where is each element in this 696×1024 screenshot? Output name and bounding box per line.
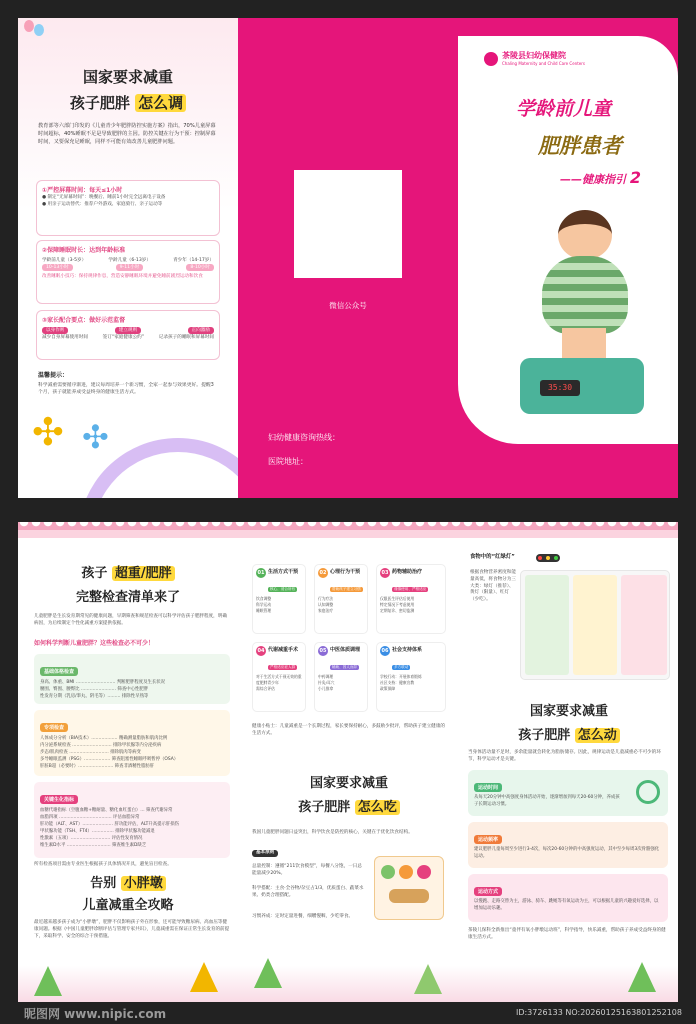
- card-title: ①严控屏幕时间：每天≤1小时: [42, 187, 123, 194]
- red-light-column: [621, 575, 667, 675]
- front-panel-screen-sleep: [18, 18, 238, 498]
- tip-heading: 温馨提示：: [38, 372, 69, 379]
- hotline-label: 妇幼健康咨询热线：: [268, 433, 340, 442]
- qr-caption: 微信公众号: [329, 301, 367, 310]
- intro-text: 教育部等六部门印发的《儿童青少年肥胖防控实施方案》指出，70%儿童屏幕时间超标，40%睡眠不足是导致肥胖的主因。防控关键在行为干预：控制屏幕时间，又要保充足睡眠，同样不可能有效改善儿童肥胖问题。: [38, 123, 216, 145]
- hospital-name-en: Chaling Maternity and Child Care Centers: [502, 61, 585, 66]
- cover-headline-2: 肥胖患者: [538, 134, 622, 158]
- method-card: 03 药物辅助治疗 谨慎使用、严格适应 仅限医生评估后使用 特定情况下考虑使用 定期复诊、密切监测: [376, 564, 446, 634]
- sleep-age-row: 学龄前儿童（3-5岁） 学龄儿童（6-13岁） 青少年（14-17岁）: [42, 258, 214, 263]
- method-card: 02 心理行为干预 帮助孩子建立习惯 行为疗法 认知调整 家庭治疗: [314, 564, 368, 634]
- traffic-light-intro: 根据食物营养密度和能量高低，将食物分为三大类：绿灯（推荐）、黄灯（限量）、红灯（少吃）。: [470, 570, 516, 603]
- principle-heading: 基本原则: [252, 850, 278, 857]
- exercise-frequency-card: 运动频率 建议肥胖儿童每周至少进行3-4次，每次20-60分钟的中高强度运动，其中至少每周3次骨骼强化运动。: [468, 822, 668, 868]
- lab-indicators-block: 关键生化指标 血糖代谢指标（空腹血糖+糖耐量、糖化血红蛋白）… 筛查代谢异常 血脂四项 ……………………………… 评估血脂异常 肝功能（ALT、AST）………………… 肝功能评估，ALT升高提示肝损伤 甲状腺功能（TSH、FT4）…………… 排除甲状腺功能减退 性激素（五项）……………………… 评估性发育情况 维生素D水平 ………………………… 筛查维生素D缺乏: [34, 782, 230, 858]
- tagline-2: 儿童减重全攻略: [82, 898, 174, 913]
- tagline-1: 告别 小胖墩: [18, 872, 238, 891]
- sleep-duration-card: [36, 240, 220, 304]
- checklist-title-2: 完整检查清单来了: [75, 590, 180, 605]
- meal-plate-illustration: [374, 856, 444, 920]
- exercise-type-card: 运动方式 以慢跑、走路交替为主，游泳、骑车、跳绳等有氧运动为主，可以根据儿童的兴趣爱好选择，以增加运动乐趣。: [468, 874, 668, 922]
- child-illustration-head: [558, 210, 612, 260]
- method-card: 05 中医体质调理 辅助、因人而异 中药调理 针灸/耳穴 小儿推拿: [314, 642, 368, 712]
- method-card: 04 代谢减重手术 严格适应症人群 对于生活方式干预无效的重度肥胖青少年 需综合评估: [252, 642, 306, 712]
- pinwheel-icon: ✣: [82, 418, 109, 456]
- inside-panel-methods: [240, 544, 458, 964]
- child-illustration-body: [542, 256, 628, 334]
- ground-decoration: [18, 966, 678, 1002]
- principle-1: 总量控制：遵循“211饮食模型”，每餐八分饱，一日总能量减少20%。: [252, 864, 362, 876]
- parent-tags: 以身作则 建立规则 正向激励: [42, 327, 214, 334]
- checklist-question: 如何科学判断儿童肥胖？这些检查必不可少！: [34, 640, 155, 647]
- tree-icon: [414, 964, 442, 994]
- pinwheel-icon: ✣: [32, 410, 64, 454]
- tagline-intro: 最近越来越多孩子成为“小胖墩”，肥胖不仅影响孩子外在形象，还可能导致糖尿病、高血压等健康问题。根据《中国儿童肥胖诊断评估与管理专家共识》，儿童减重需在保证正常生长发育的前提下，采取科学、安全的综合干预措施。: [34, 920, 230, 939]
- child-illustration-legs: [562, 328, 606, 360]
- front-sheet: [18, 18, 678, 498]
- checklist-title-1: 孩子 超重/肥胖: [18, 562, 238, 581]
- tree-icon: [190, 962, 218, 992]
- method-card: 06 社会支持体系 多方联动 学校行动：开展体育锻炼 社区支持：健康宣教 政策保障: [376, 642, 446, 712]
- method-card: 01 生活方式干预 核心、适合所有 饮食调整 科学运动 睡眠管理: [252, 564, 306, 634]
- panel-title-2: 孩子肥胖 怎么调: [18, 92, 238, 113]
- parent-role-card: [36, 310, 220, 360]
- tree-icon: [254, 958, 282, 988]
- checklist-intro: 儿童肥胖是生长发育期常见的健康问题，早期筛查和规范检查可以科学评估孩子肥胖程度，明确病因，为后续制定个性化减重方案提供依据。: [34, 614, 227, 626]
- guide-number: 2: [629, 168, 641, 187]
- inside-panel-checklist: [18, 544, 238, 964]
- inside-sheet: [18, 522, 678, 1002]
- exercise-outro: 茶陵儿保科全新推出“童伴有氧小胖墩运动班”，科学指导，快乐减重，帮助孩子养成受益终身的健康生活方式。: [468, 928, 666, 940]
- scale-display: 35:30: [540, 380, 580, 396]
- address-label: 医院地址：: [268, 457, 308, 466]
- watermark-id: ID:3726133 NO:20260125163801252108: [515, 1008, 682, 1017]
- diet-title-1: 国家要求减重: [309, 776, 388, 791]
- principle-2: 科学搭配：主食·全谷物/杂豆占1/3，优质蛋白、蔬菜水果、奶类合理搭配。: [252, 886, 364, 898]
- inside-panel-exercise: [460, 544, 678, 964]
- traffic-light-icon: [536, 554, 560, 562]
- principle-3: 习惯养成：定时定量进餐，细嚼慢咽，少吃零食。: [252, 914, 354, 919]
- panel-title-1: 国家要求减重: [82, 68, 173, 86]
- food-traffic-table: [520, 570, 670, 680]
- parent-actions: 减少自身屏幕使用时间 签订“家庭健康公约” 记录孩子的睡眠和屏幕时间: [42, 335, 214, 340]
- hospital-logo-icon: [484, 52, 498, 66]
- tip-text: 科学减重需要循序渐进，建议每周培养一个新习惯，全家一起参与效果更好。提醒3个月，孩子就能养成受益终身的健康生活方式。: [38, 383, 214, 395]
- weighing-scale: [520, 358, 644, 414]
- health-reminder: 健康小贴士：儿童减重是一个长期过程，家长要保持耐心，多鼓励少批评，帮助孩子建立健康的生活方式。: [252, 724, 445, 736]
- sleep-tip: 改善睡眠小技巧：保持规律作息，营造安静睡眠环境并避免睡前剧烈运动和饮食: [42, 274, 203, 279]
- exercise-title-2: 孩子肥胖 怎么动: [460, 724, 678, 743]
- front-panel-contact: [238, 18, 458, 498]
- pink-strip: [18, 530, 678, 538]
- balloons-icon: [22, 20, 48, 50]
- traffic-light-title: 食物中的“红绿灯”: [470, 554, 515, 560]
- stopwatch-icon: [636, 780, 660, 804]
- title-highlight: 怎么调: [135, 94, 186, 112]
- green-light-column: [525, 575, 569, 675]
- scalloped-trim: [18, 522, 678, 530]
- front-panel-cover: [458, 18, 678, 498]
- exercise-title-1: 国家要求减重: [529, 704, 608, 719]
- special-exam-block: 专项检查 人体成分分析（BIA技术）……………… 精确测量脂肪和肌肉比例 内分泌系统检查 ……………………… 排除甲状腺等内分泌疾病 步态/肌肉检查 ……………………… 排除肌肉等病变 多导睡眠监测（PSG）……………… 筛查阻塞性睡眠呼吸暂停（OSA） 肝脏B超（必要时）…………………… 筛查非酒精性脂肪肝: [34, 710, 230, 776]
- watermark-bar: [0, 1002, 696, 1024]
- exercise-time-card: 运动时间 从每天20分钟中高强度身体活动开始，逐渐增加到每天20-60分钟，养成孩子长期运动习惯。: [468, 770, 668, 816]
- cover-headline-1: 学龄前儿童: [516, 98, 612, 120]
- qr-code-placeholder[interactable]: [294, 170, 402, 278]
- hospital-name: 茶陵县妇幼保健院: [502, 51, 566, 60]
- screen-time-card: ①严控屏幕时间：每天≤1小时 ● 制定“无屏幕时间”：晚餐后、睡前1小时完全远离电子设备 ● 用亲子运动替代：推荐户外游戏、家庭骑行、亲子运动等: [36, 180, 220, 236]
- yellow-light-column: [573, 575, 617, 675]
- exam-note: 所有检查项目需由专业医生根据孩子具体情况开具，避免盲目检查。: [34, 862, 172, 867]
- basic-exam-block: 基础体格检查 身高、体重、BMI ……………………… 判断肥胖程度及生长状况 腰围、臀围、腰臀比 …………………… 筛查中心性肥胖 性发育分期（乳房/睾丸、阴毛等）……… 排除性早熟等: [34, 654, 230, 704]
- cover-headline-3: ——健康指引 2: [560, 168, 641, 187]
- watermark-site: 昵图网 www.nipic.com: [24, 1007, 167, 1021]
- tree-icon: [34, 966, 62, 996]
- sleep-hours-row: 10-13小时 9-11小时 8-10小时: [42, 264, 214, 271]
- tree-icon: [628, 962, 656, 992]
- exercise-intro: 当身体活动量不足时，多余能量就会转化为脂肪储存。因此，规律运动是儿童减重必不可少的环节，科学运动才是关键。: [468, 750, 661, 762]
- card-title: ③家长配合要点：做好示范监督: [42, 317, 126, 324]
- card-title: ②保障睡眠时长：达到年龄标准: [42, 247, 126, 254]
- diet-intro: 我国儿童肥胖问题日益突出，科学饮食是防控的核心，关键在于优化饮食结构。: [252, 830, 413, 835]
- diet-title-2: 孩子肥胖 怎么吃: [240, 796, 458, 815]
